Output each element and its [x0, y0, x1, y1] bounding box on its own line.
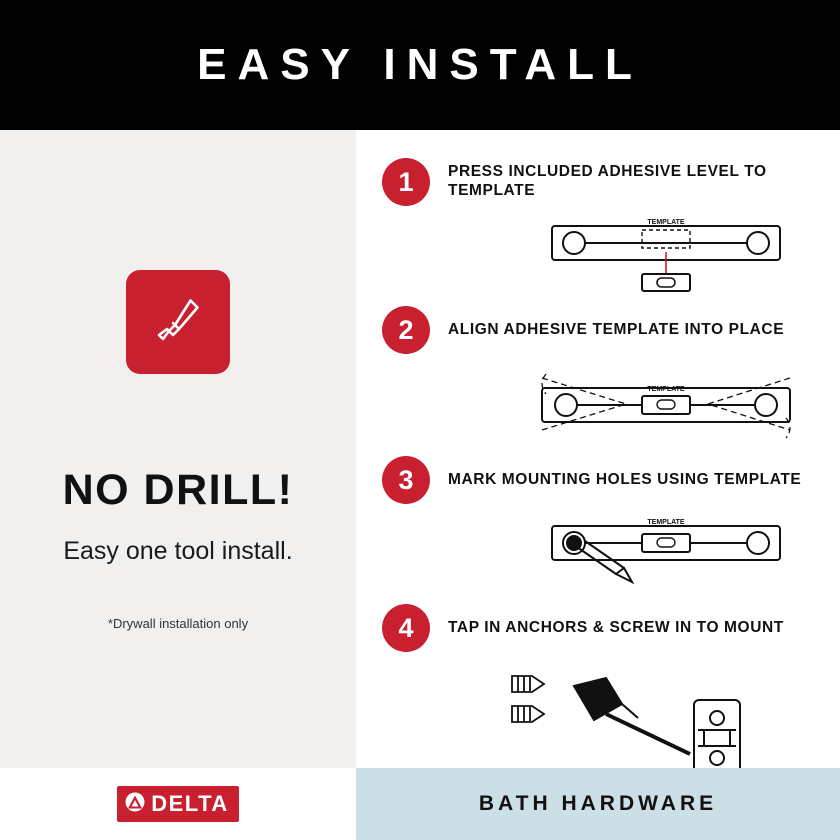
step-4 — [382, 604, 826, 783]
template-label-2: TEMPLATE — [647, 386, 685, 393]
step-3-number: 3 — [382, 456, 430, 504]
marking-holes-diagram — [446, 510, 826, 601]
step-4-number: 4 — [382, 604, 430, 652]
header-banner — [0, 0, 840, 130]
step-4-label: TAP IN ANCHORS & SCREW IN TO MOUNT — [448, 618, 784, 636]
bar-with-level-diagram — [446, 212, 826, 307]
left-panel — [0, 130, 356, 768]
step-1-number: 1 — [382, 158, 430, 206]
step-1-label: PRESS INCLUDED ADHESIVE LEVEL TO TEMPLATE — [448, 163, 767, 199]
screwdriver-icon — [149, 291, 207, 354]
step-3 — [382, 456, 826, 601]
tool-badge — [126, 270, 230, 374]
page-title: EASY INSTALL — [197, 40, 643, 89]
step-2 — [382, 306, 826, 465]
footer-brand-area — [0, 768, 356, 840]
step-3-heading — [382, 456, 826, 504]
step-1-heading — [382, 158, 826, 206]
template-label-1: TEMPLATE — [647, 219, 685, 226]
no-drill-headline: NO DRILL! — [62, 466, 294, 514]
footer-category-label: BATH HARDWARE — [478, 792, 718, 815]
delta-wordmark: DELTA — [151, 791, 229, 816]
delta-triangle-icon — [125, 792, 145, 817]
right-panel — [356, 130, 840, 768]
step-2-number: 2 — [382, 306, 430, 354]
install-subtitle: Easy one tool install. — [63, 537, 293, 565]
step-4-heading — [382, 604, 826, 652]
install-footnote: *Drywall installation only — [107, 616, 249, 631]
delta-logo — [117, 786, 239, 822]
step-2-label: ALIGN ADHESIVE TEMPLATE INTO PLACE — [448, 320, 785, 338]
bar-alignment-diagram — [446, 360, 826, 465]
step-3-label: MARK MOUNTING HOLES USING TEMPLATE — [448, 470, 802, 488]
template-label-3: TEMPLATE — [647, 519, 685, 526]
screwdriver-anchors-diagram — [446, 658, 826, 783]
step-2-heading — [382, 306, 826, 354]
step-1 — [382, 158, 826, 307]
footer-category-area — [356, 768, 840, 840]
